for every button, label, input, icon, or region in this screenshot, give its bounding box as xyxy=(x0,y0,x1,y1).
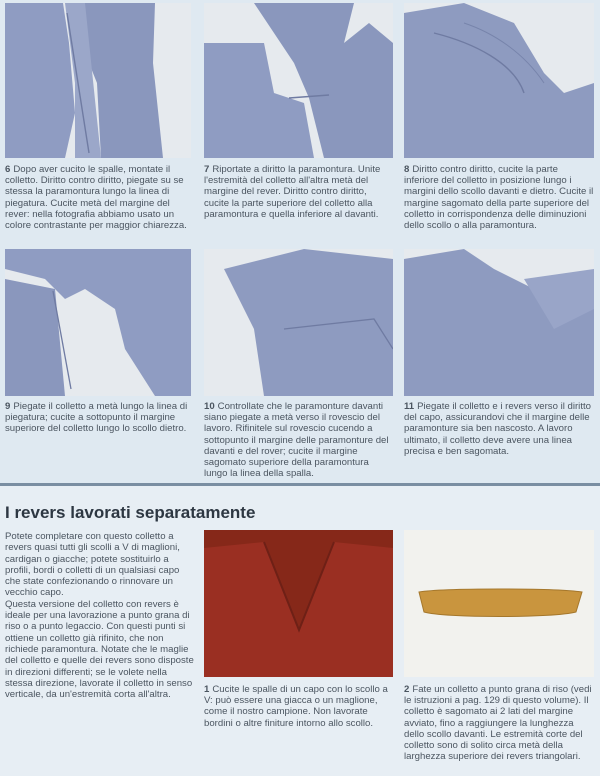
section-title: I revers lavorati separatamente xyxy=(5,503,256,522)
caption-step-6: 6 Dopo aver cucito le spalle, montate il colletto. Diritto contro diritto, piegate su se stessa la paramontura lungo la linea di piegatura. Cucite metà del margine del rever: nella fotografia abbiamo usato un colore contrastante per maggior chiarezza. xyxy=(5,164,187,232)
caption-step-2: 2 Fate un colletto a punto grana di riso (vedi le istruzioni a pag. 129 di questo volume). Il colletto è sagomato ai 2 lati del margine avviato, fino a raggiungere la lunghezza dello scollo davanti. Le estremità corte del colletto sono di solito circa metà della larghezza superiore dei revers triangolari. xyxy=(404,684,592,763)
caption-step-8: 8 Diritto contro diritto, cucite la parte inferiore del colletto in posizione lungo i margini dello scollo davanti e dietro. Cucite il margine sagomato della parte superiore del colletto in corrispondenza delle diminuzioni dello scollo o alla paramontura. xyxy=(404,164,594,232)
body-paragraph-2: Questa versione del colletto con revers è ideale per una lavorazione a punto grana di riso o a punto legaccio. Con questi punti si ottiene un colletto già rifinito, che non richiede paramontura. Notate che le maglie del colletto e quelle dei revers sono disposte in direzioni differenti; se le volete nella stessa direzione, lavorate il colletto in senso verticale, da un'estremità corta all'altra. xyxy=(5,598,194,701)
caption-step-9: 9 Piegate il colletto a metà lungo la linea di piegatura; cucite a sottopunto il margine superiore del colletto lungo lo scollo dietro. xyxy=(5,401,188,435)
photo-step-8 xyxy=(404,3,594,158)
caption-step-11: 11 Piegate il colletto e i revers verso il diritto del capo, assicurandovi che il margine delle paramonture sia ben nascosto. A lavoro ultimato, il colletto deve avere una linea precisa e ben sagomata. xyxy=(404,401,591,457)
photo-step-7 xyxy=(204,3,393,158)
photo-step-2 xyxy=(404,530,594,677)
section-body xyxy=(5,531,195,700)
photo-step-9 xyxy=(5,249,191,396)
photo-step-6 xyxy=(5,3,191,158)
body-paragraph-1: Potete completare con questo colletto a revers quasi tutti gli scolli a V di maglioni, cardigan o giacche; potete sostituirlo a profili, bordi o colletti di un qualsiasi capo che state confezionando o rinnovare un vecchio capo. xyxy=(5,531,180,599)
caption-step-10: 10 Controllate che le paramonture davanti siano piegate a metà verso il rovescio del lavoro. Rifinitele sul rovescio cucendo a sottopunto il margine delle paramonture del davanti e del rover; cucite il margine sagomato superiore della paramontura lungo la linea della spalla. xyxy=(204,401,389,480)
photo-step-1 xyxy=(204,530,393,677)
caption-step-1: 1 Cucite le spalle di un capo con lo scollo a V: può essere una giacca o un maglione, come il nostro campione. Non lavorate bordini o altre finiture intorno allo scollo. xyxy=(204,684,388,729)
caption-step-7: 7 Riportate a diritto la paramontura. Unite l'estremità del colletto all'altra metà del margine del rever. Diritto contro diritto, cucite la parte superiore del colletto alla paramontura e quella inferiore al davanti. xyxy=(204,164,381,220)
photo-step-10 xyxy=(204,249,393,396)
section-divider xyxy=(0,483,600,486)
photo-step-11 xyxy=(404,249,594,396)
